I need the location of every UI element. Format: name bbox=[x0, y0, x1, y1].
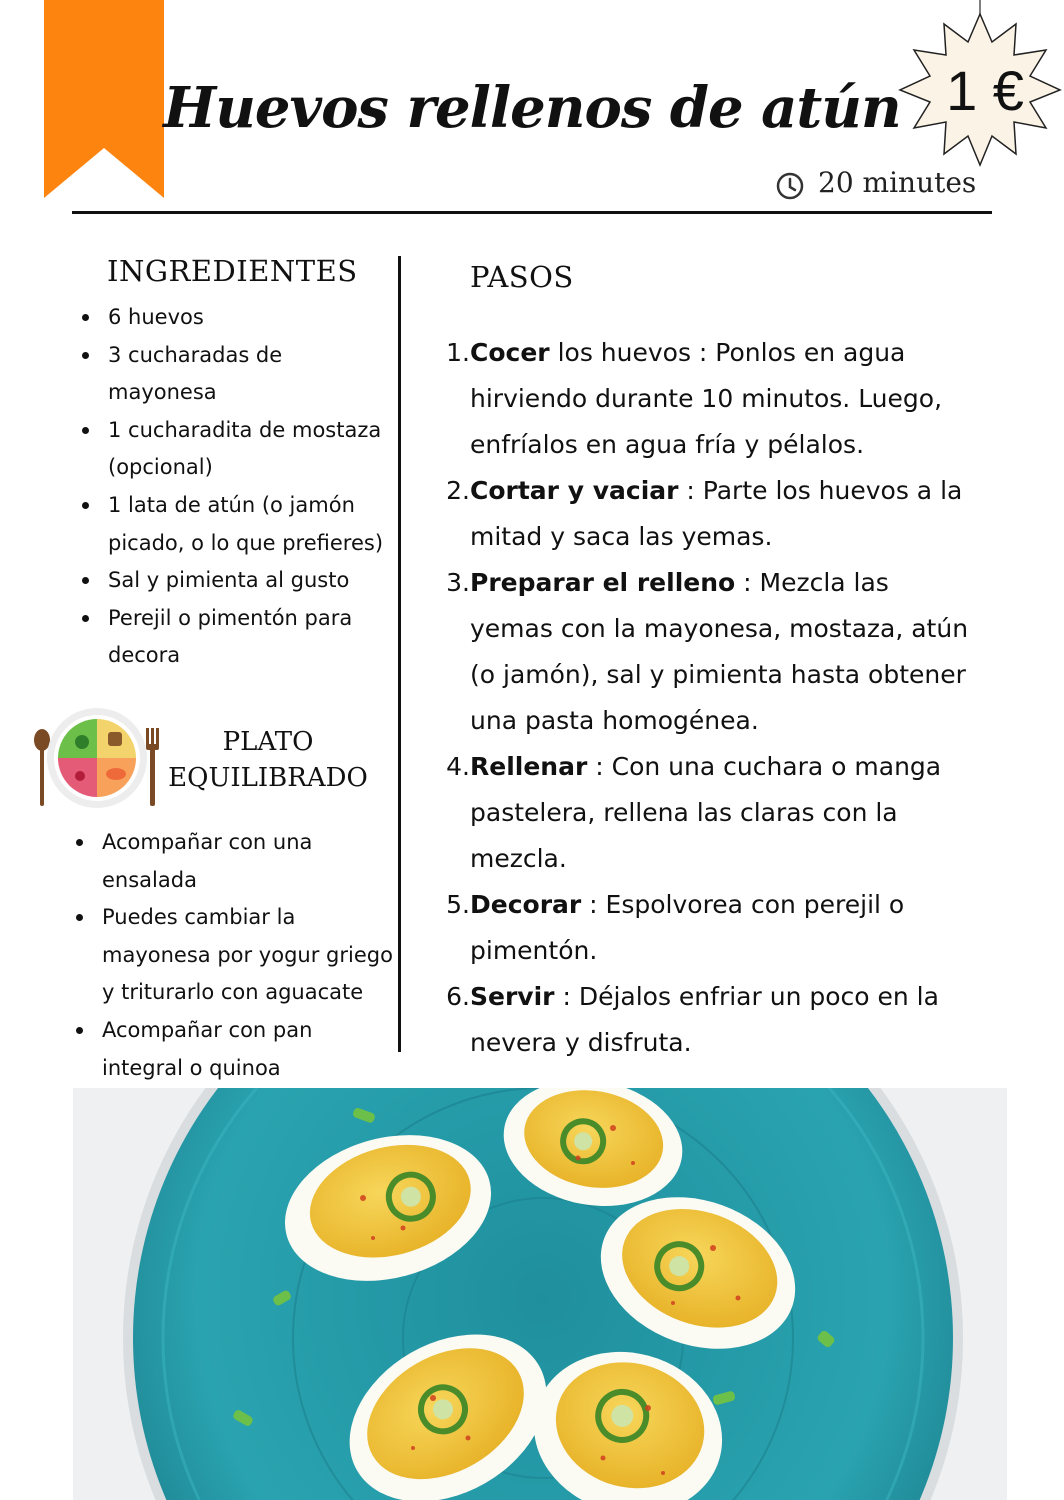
steps-list bbox=[446, 330, 970, 1066]
step-text: : Espolvorea con perejil o pimentón. bbox=[470, 890, 905, 965]
plate-tip-item: Puedes cambiar la mayonesa por yogur griego y triturarlo con aguacate bbox=[102, 899, 398, 1012]
steps-heading: PASOS bbox=[470, 260, 574, 294]
step-title: Decorar bbox=[470, 890, 582, 919]
step-number: 2. bbox=[446, 476, 470, 505]
ingredient-item: 1 cucharadita de mostaza (opcional) bbox=[108, 412, 388, 487]
step-text: : Parte los huevos a la mitad y saca las yemas. bbox=[470, 476, 963, 551]
balanced-plate-icon bbox=[30, 702, 166, 812]
deviled-eggs-photo bbox=[73, 1088, 1007, 1500]
cook-time: 20 minutes bbox=[818, 166, 977, 199]
plate-tip-item: Acompañar con una ensalada bbox=[102, 824, 398, 899]
step-title: Cortar y vaciar bbox=[470, 476, 679, 505]
ingredient-item: Sal y pimienta al gusto bbox=[108, 562, 388, 600]
ingredient-item: 1 lata de atún (o jamón picado, o lo que prefieres) bbox=[108, 487, 388, 562]
step-number: 1. bbox=[446, 338, 470, 367]
step-number: 5. bbox=[446, 890, 470, 919]
column-divider bbox=[398, 256, 401, 1052]
plate-tip-item: Acompañar con pan integral o quinoa bbox=[102, 1012, 398, 1087]
step-number: 4. bbox=[446, 752, 470, 781]
price-label: 1 € bbox=[946, 59, 1024, 122]
step-text: : Déjalos enfriar un poco en la nevera y disfruta. bbox=[470, 982, 939, 1057]
plate-tips-list bbox=[102, 824, 398, 1087]
ingredients-list bbox=[108, 299, 388, 675]
ingredients-heading: INGREDIENTES bbox=[107, 254, 358, 288]
bookmark-ribbon-icon bbox=[44, 0, 164, 198]
step-text: los huevos : Ponlos en agua hirviendo durante 10 minutos. Luego, enfríalos en agua fría y pélalos. bbox=[470, 338, 943, 459]
ingredient-item: 3 cucharadas de mayonesa bbox=[108, 337, 388, 412]
header-divider bbox=[72, 211, 992, 214]
step-item bbox=[446, 744, 970, 882]
ingredient-item: Perejil o pimentón para decora bbox=[108, 600, 388, 675]
step-number: 3. bbox=[446, 568, 470, 597]
plate-heading: PLATO EQUILIBRADO bbox=[168, 727, 368, 793]
step-title: Cocer bbox=[470, 338, 550, 367]
step-item bbox=[446, 882, 970, 974]
step-item bbox=[446, 330, 970, 468]
step-number: 6. bbox=[446, 982, 470, 1011]
step-title: Servir bbox=[470, 982, 555, 1011]
clock-icon bbox=[775, 171, 805, 201]
step-item bbox=[446, 468, 970, 560]
ingredient-item: 6 huevos bbox=[108, 299, 388, 337]
step-title: Rellenar bbox=[470, 752, 588, 781]
step-text: : Con una cuchara o manga pastelera, rellena las claras con la mezcla. bbox=[470, 752, 942, 873]
recipe-title: Huevos rellenos de atún bbox=[163, 75, 901, 141]
step-text: : Mezcla las yemas con la mayonesa, mostaza, atún (o jamón), sal y pimienta hasta obtener una pasta homogénea. bbox=[470, 568, 969, 735]
step-item bbox=[446, 560, 970, 744]
step-item bbox=[446, 974, 970, 1066]
step-title: Preparar el relleno bbox=[470, 568, 736, 597]
